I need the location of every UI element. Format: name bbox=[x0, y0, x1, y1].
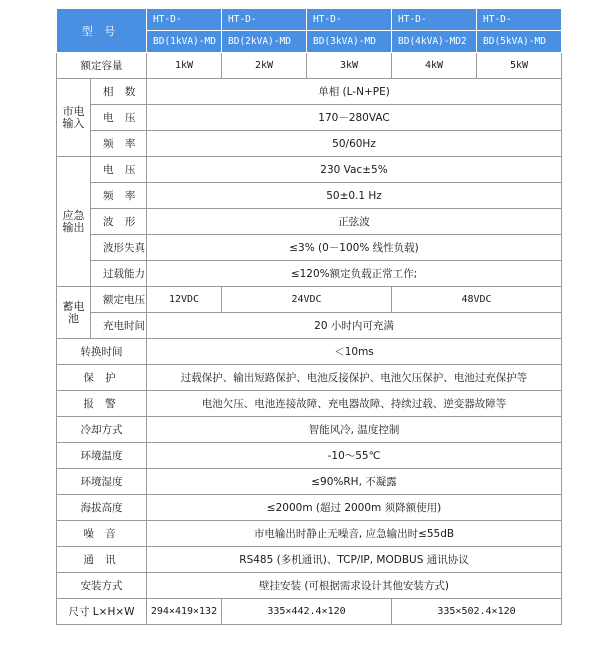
row-label: 频 率 bbox=[91, 183, 147, 209]
table-row bbox=[57, 339, 562, 365]
table-row bbox=[57, 443, 562, 469]
table-row bbox=[57, 547, 562, 573]
row-value: ≤3% (0－100% 线性负载) bbox=[147, 235, 562, 261]
emergency-output-group: 应急输出 bbox=[57, 157, 91, 287]
model-1-line2: BD(1kVA)-MD bbox=[147, 31, 222, 53]
row-value: 电池欠压、电池连接故障、充电器故障、持续过载、逆变器故障等 bbox=[147, 391, 562, 417]
row-label: 保 护 bbox=[57, 365, 147, 391]
capacity-value: 5kW bbox=[477, 53, 562, 79]
row-label: 报 警 bbox=[57, 391, 147, 417]
table-row bbox=[57, 365, 562, 391]
header-row bbox=[57, 9, 562, 31]
table-row bbox=[57, 105, 562, 131]
table-row bbox=[57, 599, 562, 625]
row-label: 电 压 bbox=[91, 105, 147, 131]
model-5-line1: HT-D- bbox=[477, 9, 562, 31]
row-value: -10～55℃ bbox=[147, 443, 562, 469]
mains-input-group: 市电输入 bbox=[57, 79, 91, 157]
row-value: ≤120%额定负载正常工作; bbox=[147, 261, 562, 287]
row-label: 环境湿度 bbox=[57, 469, 147, 495]
row-value: ＜10ms bbox=[147, 339, 562, 365]
capacity-value: 4kW bbox=[392, 53, 477, 79]
row-value: ≤2000m (超过 2000m 须降额使用) bbox=[147, 495, 562, 521]
row-label: 相 数 bbox=[91, 79, 147, 105]
battery-group: 蓄电池 bbox=[57, 287, 91, 339]
table-row bbox=[57, 131, 562, 157]
table-row bbox=[57, 235, 562, 261]
table-row bbox=[57, 495, 562, 521]
row-value: RS485 (多机通讯)、TCP/IP, MODBUS 通讯协议 bbox=[147, 547, 562, 573]
table-row bbox=[57, 521, 562, 547]
table-row bbox=[57, 287, 562, 313]
row-value: 正弦波 bbox=[147, 209, 562, 235]
row-label: 安装方式 bbox=[57, 573, 147, 599]
model-2-line2: BD(2kVA)-MD bbox=[222, 31, 307, 53]
capacity-value: 2kW bbox=[222, 53, 307, 79]
table-row bbox=[57, 79, 562, 105]
row-label: 冷却方式 bbox=[57, 417, 147, 443]
model-4-line2: BD(4kVA)-MD2 bbox=[392, 31, 477, 53]
row-label: 额定电压 bbox=[91, 287, 147, 313]
battery-voltage-value: 24VDC bbox=[222, 287, 392, 313]
dimensions-value: 335×502.4×120 bbox=[392, 599, 562, 625]
row-value: 20 小时内可充满 bbox=[147, 313, 562, 339]
row-label: 电 压 bbox=[91, 157, 147, 183]
model-5-line2: BD(5kVA)-MD bbox=[477, 31, 562, 53]
table-row bbox=[57, 261, 562, 287]
table-row bbox=[57, 209, 562, 235]
row-value: 170－280VAC bbox=[147, 105, 562, 131]
table-row bbox=[57, 391, 562, 417]
battery-voltage-value: 12VDC bbox=[147, 287, 222, 313]
model-2-line1: HT-D- bbox=[222, 9, 307, 31]
model-label: 型 号 bbox=[57, 9, 147, 53]
model-3-line1: HT-D- bbox=[307, 9, 392, 31]
capacity-value: 1kW bbox=[147, 53, 222, 79]
row-label: 噪 音 bbox=[57, 521, 147, 547]
row-value: 过载保护、输出短路保护、电池反接保护、电池欠压保护、电池过充保护等 bbox=[147, 365, 562, 391]
table-row bbox=[57, 183, 562, 209]
row-label: 波形失真 bbox=[91, 235, 147, 261]
table-row bbox=[57, 469, 562, 495]
table-row bbox=[57, 157, 562, 183]
dimensions-value: 294×419×132 bbox=[147, 599, 222, 625]
table-row bbox=[57, 313, 562, 339]
capacity-value: 3kW bbox=[307, 53, 392, 79]
table-row bbox=[57, 417, 562, 443]
rated-capacity-label: 额定容量 bbox=[57, 53, 147, 79]
row-value: 50±0.1 Hz bbox=[147, 183, 562, 209]
row-value: ≤90%RH, 不凝露 bbox=[147, 469, 562, 495]
row-label: 海拔高度 bbox=[57, 495, 147, 521]
model-1-line1: HT-D- bbox=[147, 9, 222, 31]
table-row bbox=[57, 573, 562, 599]
row-value: 市电输出时静止无噪音, 应急输出时≤55dB bbox=[147, 521, 562, 547]
row-label: 环境温度 bbox=[57, 443, 147, 469]
dimensions-value: 335×442.4×120 bbox=[222, 599, 392, 625]
dimensions-label: 尺寸 L×H×W bbox=[57, 599, 147, 625]
row-label: 波 形 bbox=[91, 209, 147, 235]
row-value: 230 Vac±5% bbox=[147, 157, 562, 183]
row-value: 50/60Hz bbox=[147, 131, 562, 157]
model-4-line1: HT-D- bbox=[392, 9, 477, 31]
row-label: 过载能力 bbox=[91, 261, 147, 287]
model-3-line2: BD(3kVA)-MD bbox=[307, 31, 392, 53]
row-value: 智能风冷, 温度控制 bbox=[147, 417, 562, 443]
battery-voltage-value: 48VDC bbox=[392, 287, 562, 313]
row-label: 通 讯 bbox=[57, 547, 147, 573]
row-value: 单相 (L-N+PE) bbox=[147, 79, 562, 105]
row-label: 频 率 bbox=[91, 131, 147, 157]
row-label: 充电时间 bbox=[91, 313, 147, 339]
row-value: 壁挂安装 (可根据需求设计其他安装方式) bbox=[147, 573, 562, 599]
row-label: 转换时间 bbox=[57, 339, 147, 365]
table-row bbox=[57, 53, 562, 79]
spec-table bbox=[56, 8, 562, 625]
